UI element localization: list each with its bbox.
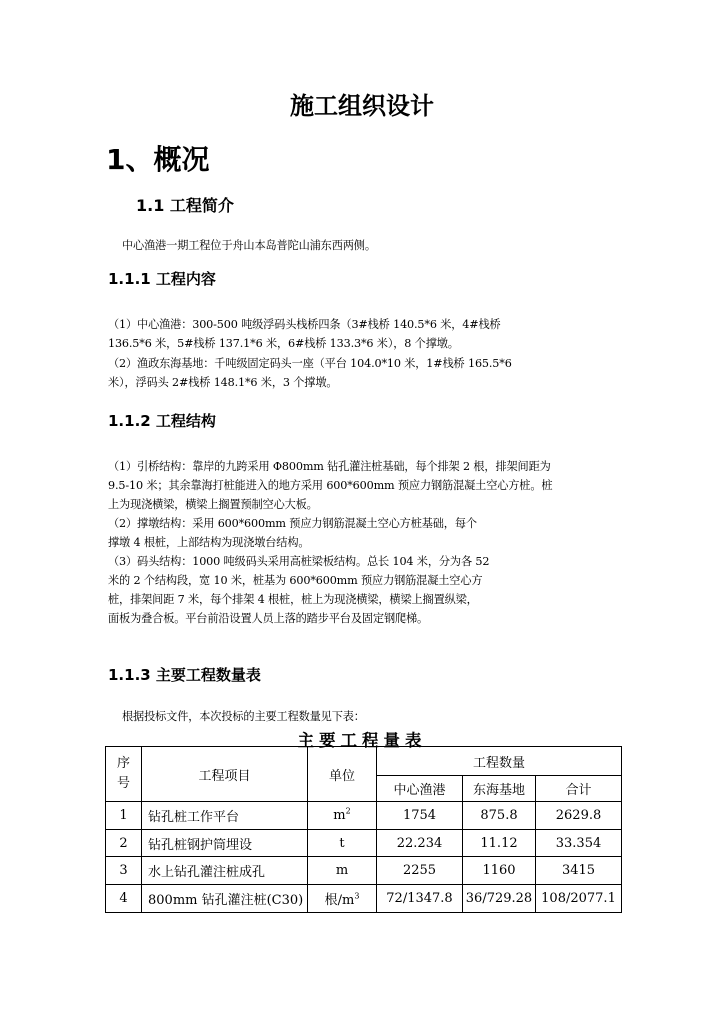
row-value-3: 108/2077.1 [536,885,622,913]
unit-base: m [335,863,349,878]
page-title: 施工组织设计 [290,92,434,120]
row-item: 水上钻孔灌注桩成孔 [142,857,308,885]
section-heading-1-1-1: 1.1.1 工程内容 [108,270,216,288]
header-col1: 中心渔港 [377,776,463,802]
row-no: 1 [106,802,142,830]
paragraph-line: 上为现浇横梁，横梁上搁置预制空心大板。 [108,498,318,511]
row-unit [308,885,377,913]
row-no: 3 [106,857,142,885]
row-value-2: 11.12 [463,830,536,857]
header-unit: 单位 [308,747,377,802]
table-intro: 根据投标文件，本次投标的主要工程数量见下表： [122,710,365,723]
paragraph-line: 米的 2 个结构段，宽 10 米，桩基为 600*600mm 预应力钢筋混凝土空心方 [108,574,483,587]
table-row [106,885,622,913]
section-heading-1-1: 1.1 工程简介 [136,196,234,215]
header-item: 工程项目 [142,747,308,802]
paragraph-line: （2）撑墩结构：采用 600*600mm 预应力钢筋混凝土空心方桩基础，每个 [108,517,477,530]
header-col3: 合计 [536,776,622,802]
table-row [106,802,622,830]
row-value-1: 72/1347.8 [377,885,463,913]
row-value-3: 3415 [536,857,622,885]
paragraph-line: （1）中心渔港：300-500 吨级浮码头栈桥四条（3#栈桥 140.5*6 米，4#栈桥 [108,318,501,331]
unit-superscript: 2 [345,806,351,816]
row-item: 钻孔桩钢护筒埋设 [142,830,308,857]
row-unit [308,830,377,857]
row-unit [308,802,377,830]
row-item: 钻孔桩工作平台 [142,802,308,830]
unit-base: t [339,835,345,851]
paragraph-line: 桩，排架间距 7 米，每个排架 4 根桩，桩上为现浇横梁，横梁上搁置纵梁， [108,593,478,606]
table-row [106,857,622,885]
row-no: 4 [106,885,142,913]
row-value-2: 1160 [463,857,536,885]
row-value-1: 22.234 [377,830,463,857]
row-item: 800mm 钻孔灌注桩(C30) [142,885,308,913]
unit-base: 根/m [324,893,355,908]
paragraph-line: 9.5-10 米；其余靠海打桩能进入的地方采用 600*600mm 预应力钢筋混凝土空心方桩。桩 [108,479,553,492]
paragraph-line: 米），浮码头 2#栈桥 148.1*6 米，3 个撑墩。 [108,376,338,389]
table-row [106,830,622,857]
header-no: 序号 [106,747,142,802]
row-value-1: 2255 [377,857,463,885]
row-value-3: 33.354 [536,830,622,857]
table-title: 主要工程量表 [297,731,427,750]
row-unit [308,857,377,885]
section-heading-1-1-2: 1.1.2 工程结构 [108,412,216,430]
paragraph-line: 136.5*6 米，5#栈桥 137.1*6 米，6#栈桥 133.3*6 米），8 个撑墩。 [108,337,459,350]
unit-superscript: 3 [354,891,360,901]
row-value-1: 1754 [377,802,463,830]
chapter-heading: 1、概况 [106,143,210,176]
row-value-3: 2629.8 [536,802,622,830]
quantity-table [105,746,622,913]
table-header-row [106,747,622,776]
unit-base: m [333,808,346,823]
row-value-2: 36/729.28 [463,885,536,913]
paragraph-line: （1）引桥结构：靠岸的九跨采用 Φ800mm 钻孔灌注桩基础，每个排架 2 根，排架间距为 [108,460,551,473]
header-qty: 工程数量 [377,747,622,776]
paragraph-line: （3）码头结构：1000 吨级码头采用高桩梁板结构。总长 104 米，分为各 52 [108,555,490,568]
header-col2: 东海基地 [463,776,536,802]
row-no: 2 [106,830,142,857]
row-value-2: 875.8 [463,802,536,830]
paragraph-line: 撑墩 4 根桩，上部结构为现浇墩台结构。 [108,536,310,549]
intro-paragraph: 中心渔港一期工程位于舟山本岛普陀山浦东西两侧。 [122,239,376,252]
paragraph-line: （2）渔政东海基地：千吨级固定码头一座（平台 104.0*10 米，1#栈桥 165.5*6 [108,357,512,370]
paragraph-line: 面板为叠合板。平台前沿设置人员上落的踏步平台及固定钢爬梯。 [108,612,429,625]
section-heading-1-1-3: 1.1.3 主要工程数量表 [108,666,261,684]
